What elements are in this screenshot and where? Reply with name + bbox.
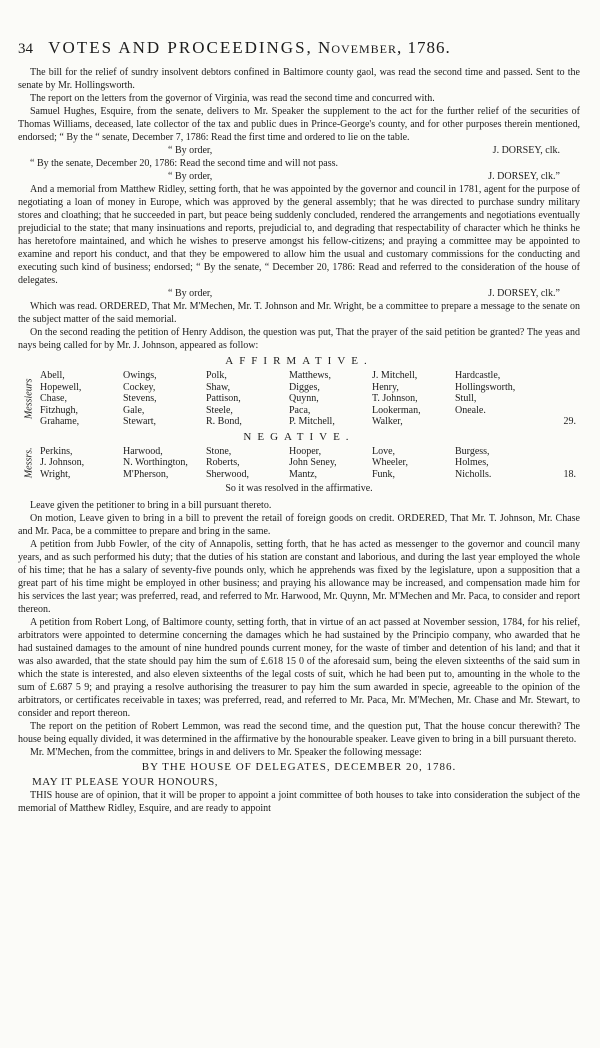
- affirmative-member-name: Owings,: [123, 370, 157, 381]
- affirmative-column: [40, 370, 123, 428]
- paragraph: Mr. M'Mechen, from the committee, brings in and delivers to Mr. Speaker the following message:: [30, 747, 422, 758]
- affirmative-member-name: Polk,: [206, 370, 227, 381]
- negative-member-name: Burgess,: [455, 445, 490, 457]
- message-text: THIS house are of opinion, that it will be proper to appoint a joint committee of both houses to take into consideration the subject of the memorial of Matthew Ridley, Esquire, and are ready to appoint: [18, 790, 580, 814]
- affirmative-member-name: Paca,: [289, 404, 311, 416]
- affirmative-member-name: Gale,: [123, 404, 145, 416]
- negative-member-name: Hooper,: [289, 445, 322, 457]
- affirmative-column: [455, 370, 538, 428]
- paragraph: On motion, Leave given to bring in a bill to prevent the retail of foreign goods on credit. ORDERED, That Mr. T. Johnson, Mr. Chase and Mr. Paca, be a committee to prepare and bring in the same.: [18, 513, 580, 537]
- affirmative-columns: [40, 370, 546, 428]
- affirmative-table: [18, 370, 580, 428]
- negative-member-name: Holmes,: [455, 457, 489, 468]
- paragraph: On the second reading the petition of Henry Addison, the question was put, That the prayer of the said petition be granted? The yeas and nays being called for by Mr. J. Johnson, appeared as follow:: [18, 327, 580, 351]
- affirmative-member-name: Lookerman,: [372, 404, 421, 416]
- page-number: 34: [18, 41, 33, 57]
- negative-member-name: Wheeler,: [372, 457, 408, 468]
- affirmative-count: 29.: [563, 416, 576, 427]
- negative-member-name: Stone,: [206, 445, 232, 457]
- affirmative-column: [123, 370, 206, 428]
- negative-column: [289, 446, 372, 481]
- affirmative-member-name: T. Johnson,: [372, 393, 418, 404]
- affirmative-member-name: Hollingsworth,: [455, 381, 516, 393]
- affirmative-member-name: Digges,: [289, 381, 320, 393]
- negative-member-name: M'Pherson,: [123, 468, 169, 480]
- affirmative-member-name: Stevens,: [123, 393, 157, 404]
- affirmative-member-name: Shaw,: [206, 381, 231, 393]
- affirmative-member-name: Stull,: [455, 393, 477, 404]
- affirmative-member-name: P. Mitchell,: [289, 416, 335, 427]
- affirmative-member-name: Fitzhugh,: [40, 404, 79, 416]
- paragraph: Leave given the petitioner to bring in a bill pursuant thereto.: [30, 500, 272, 511]
- negative-member-name: J. Johnson,: [40, 457, 85, 468]
- page-date: November, 1786.: [318, 38, 451, 57]
- negative-member-name: Nicholls.: [455, 468, 492, 480]
- affirmative-member-name: Hopewell,: [40, 381, 82, 393]
- by-order: “ By order,: [168, 145, 213, 156]
- negative-count: 18.: [563, 468, 576, 480]
- negative-member-name: N. Worthington,: [123, 457, 188, 468]
- page-title: VOTES AND PROCEEDINGS,: [48, 38, 313, 57]
- paragraph: The report on the letters from the governor of Virginia, was read the second time and concurred with.: [30, 93, 435, 104]
- negative-column: [206, 446, 289, 481]
- affirmative-member-name: R. Bond,: [206, 416, 242, 427]
- negative-heading: NEGATIVE.: [243, 430, 355, 443]
- affirmative-member-name: Oneale.: [455, 404, 486, 416]
- affirmative-member-name: Quynn,: [289, 393, 319, 404]
- affirmative-member-name: Chase,: [40, 393, 67, 404]
- paragraph: Samuel Hughes, Esquire, from the senate, delivers to Mr. Speaker the supplement to the act for the further relief of the securities of Thomas Williams, deceased, late collector of the tax and public dues in Prince-George's county, and for other purposes therein mentioned, endorsed; “ By the “ senate, December 7, 1786: Read the first time and ordered to lie on the table.: [18, 106, 580, 143]
- affirmative-member-name: Pattison,: [206, 393, 241, 404]
- negative-member-name: Perkins,: [40, 445, 73, 457]
- affirmative-member-name: Matthews,: [289, 370, 331, 381]
- negative-member-name: Roberts,: [206, 457, 240, 468]
- affirmative-side-label: Messieurs: [23, 378, 35, 420]
- affirmative-member-name: Grahame,: [40, 416, 80, 427]
- signature-line: [18, 144, 580, 157]
- message-heading: BY THE HOUSE OF DELEGATES, DECEMBER 20, 1786.: [141, 761, 457, 773]
- affirmative-member-name: Stewart,: [123, 416, 157, 427]
- negative-column: [40, 446, 123, 481]
- affirmative-member-name: Henry,: [372, 381, 399, 393]
- negative-column: [455, 446, 538, 481]
- negative-table: [18, 446, 580, 481]
- affirmative-member-name: Walker,: [372, 416, 403, 427]
- paragraph: Which was read. ORDERED, That Mr. M'Mechen, Mr. T. Johnson and Mr. Wright, be a committee to prepare a message to the senate on the subject matter of the said memorial.: [18, 301, 580, 325]
- paragraph: A petition from Robert Long, of Baltimore county, setting forth, that in virtue of an act passed at November session, 1784, for his relief, arbitrators were appointed to determine concerning the damages which he had sustained by the Principio company, who awarded that he had sustained damages to the amount of nine hundred pounds current money, for the waste of timber and detention of his land; and that it was also awarded, that the state should pay him the sum of £.618 15 0 of the aforesaid sum, being the eleven sixteenths of the said sum in which the state is interested, and also eleven sixteenths of the legal costs of suit, which he had been put to, amounting in the whole to the sum of £.687 5 9; and praying a resolve authorising the treasurer to pay him the sum awarded in specie, agreeable to the opinion of the arbitrators, or certificates receivable in taxes; was preferred, read, and referred to Mr. Paca, Mr. M'Mechen, Mr. Chase and Mr. Stewart, to consider and report thereon.: [18, 617, 580, 719]
- affirmative-member-name: J. Mitchell,: [372, 370, 418, 381]
- negative-column: [123, 446, 206, 481]
- page-header: [18, 38, 451, 58]
- affirmative-column: [372, 370, 455, 428]
- document-body: [18, 66, 580, 815]
- vote-result: So it was resolved in the affirmative.: [225, 483, 373, 494]
- negative-columns: [40, 446, 546, 481]
- by-order: “ By order,: [168, 288, 213, 299]
- affirmative-column: [289, 370, 372, 428]
- negative-member-name: Funk,: [372, 468, 396, 480]
- affirmative-member-name: Steele,: [206, 404, 233, 416]
- clerk-signature: J. DORSEY, clk.: [492, 145, 560, 156]
- negative-side-label: Messrs.: [23, 447, 35, 479]
- negative-member-name: Love,: [372, 445, 396, 457]
- paragraph: A petition from Jubb Fowler, of the city of Annapolis, setting forth, that he has acted as messenger to the governor and council many years, and as such performed his duty; that the duties of his station are constant and laborious, and during the last year employed the whole of his time; that he has a salary of seventy-five pounds only, which he apprehends was fixed by the legislature, upon a supposition that a great part of his time might be employed in other business; and praying his allowance may be increased, and compensation made him for his services the last year; was preferred, read, and referred to Mr. Harwood, Mr. Quynn, Mr. M'Mechen and Mr. Paca, to consider and report thereon.: [18, 539, 580, 615]
- paragraph: And a memorial from Matthew Ridley, setting forth, that he was appointed by the governor and council in 1781, agent for the purpose of negotiating a loan of money in Europe, which was approved by the general assembly; that he was directed to purchase sundry military stores and cloathing; that he succeeded in part, but peace being suddenly concluded, rendered the arrangements and negotiations eventually prejudicial to the state; that many insinuations and reports, prejudicial to, and degrading that respectability of character which he thinks he has heretofore maintained, and which he wishes to preserve amongst his fellow-citizens; and praying a committee may be appointed to examine and report his conduct, and that they be empowered to allow him the usual and customary commissions for the conducting and executing such kind of business; endorsed; “ By the senate, “ December 20, 1786: Read and referred to the consideration of the house of delegates.: [18, 184, 580, 286]
- paragraph: “ By the senate, December 20, 1786: Read the second time and will not pass.: [30, 158, 338, 169]
- paragraph: The bill for the relief of sundry insolvent debtors confined in Baltimore county gaol, was read the second time and passed. Sent to the senate by Mr. Hollingsworth.: [18, 67, 580, 91]
- affirmative-column: [206, 370, 289, 428]
- signature-line: [18, 170, 580, 183]
- negative-member-name: Wright,: [40, 468, 71, 480]
- clerk-signature: J. DORSEY, clk.”: [488, 288, 560, 299]
- negative-member-name: Mantz,: [289, 468, 318, 480]
- affirmative-member-name: Cockey,: [123, 381, 156, 393]
- clerk-signature: J. DORSEY, clk.”: [488, 171, 560, 182]
- signature-line: [18, 287, 580, 300]
- negative-member-name: Sherwood,: [206, 468, 250, 480]
- message-salutation: MAY IT PLEASE YOUR HONOURS,: [32, 776, 218, 788]
- negative-column: [372, 446, 455, 481]
- affirmative-member-name: Abell,: [40, 370, 65, 381]
- affirmative-heading: AFFIRMATIVE.: [225, 355, 373, 367]
- affirmative-member-name: Hardcastle,: [455, 370, 501, 381]
- negative-member-name: John Seney,: [289, 457, 337, 468]
- by-order: “ By order,: [168, 171, 213, 182]
- paragraph: The report on the petition of Robert Lemmon, was read the second time, and the question put, That the house concur therewith? The house being equally divided, it was determined in the affirmative by the honourable speaker. Leave given to bring in a bill pursuant thereto.: [18, 721, 580, 745]
- negative-member-name: Harwood,: [123, 445, 163, 457]
